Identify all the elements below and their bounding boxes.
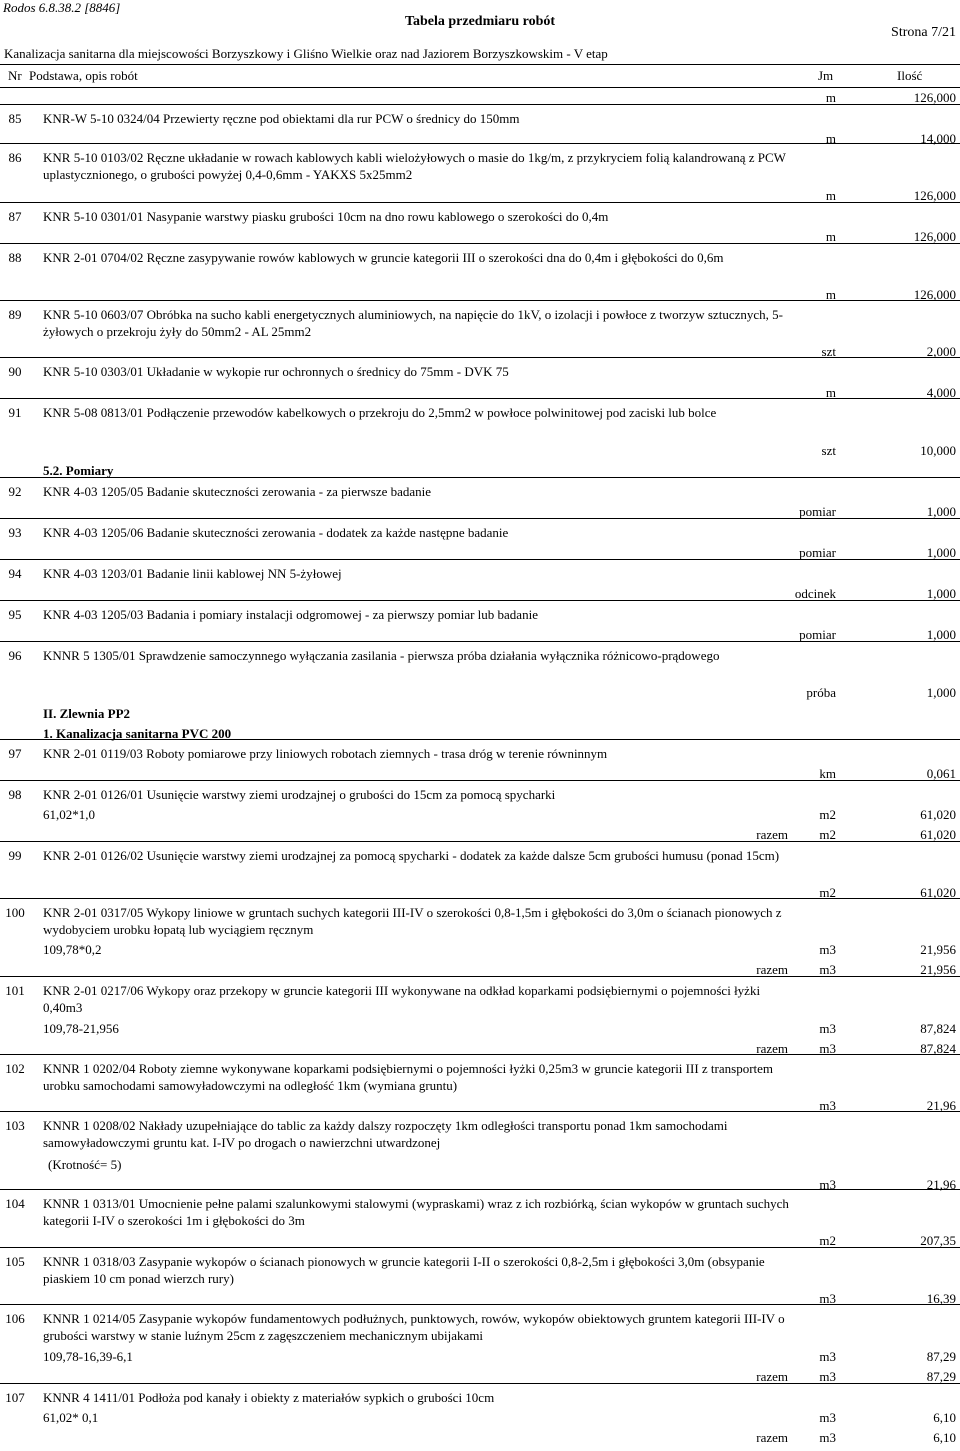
row-divider bbox=[0, 202, 960, 203]
item-quantity: 0,061 bbox=[926, 766, 956, 781]
item-quantity: 126,000 bbox=[913, 287, 956, 302]
item-quantity: 10,000 bbox=[920, 443, 956, 458]
item-number: 94 bbox=[8, 566, 22, 581]
section-title: II. Zlewnia PP2 bbox=[43, 706, 131, 721]
carry-jm: m bbox=[825, 90, 836, 105]
item-unit: m3 bbox=[819, 1098, 836, 1113]
row-divider bbox=[0, 600, 960, 601]
item-unit: m3 bbox=[819, 942, 836, 957]
row-divider bbox=[0, 477, 960, 478]
row-divider bbox=[0, 243, 960, 244]
item-unit: odcinek bbox=[794, 586, 836, 601]
row-divider bbox=[0, 559, 960, 560]
item-description: KNNR 4 1411/01 Podłoża pod kanały i obiekty z materiałów sypkich o grubości 10cm bbox=[43, 1390, 495, 1405]
item-number: 90 bbox=[8, 364, 22, 379]
item-description: KNR 2-01 0126/02 Usunięcie warstwy ziemi urodzajnej za pomocą spycharki - dodatek za każde dalsze 5cm grubości humusu (ponad 15cm) bbox=[43, 848, 780, 863]
item-note: (Krotność= 5) bbox=[48, 1157, 122, 1172]
section-title: 1. Kanalizacja sanitarna PVC 200 bbox=[43, 726, 232, 741]
column-nr: Nr bbox=[8, 68, 22, 83]
item-number: 98 bbox=[8, 787, 22, 802]
row-divider bbox=[0, 1383, 960, 1384]
item-number: 91 bbox=[8, 405, 22, 420]
item-quantity: 126,000 bbox=[913, 229, 956, 244]
row-divider bbox=[0, 1054, 960, 1055]
item-number: 97 bbox=[8, 746, 22, 761]
item-quantity: 16,39 bbox=[926, 1291, 956, 1306]
row-divider bbox=[0, 1189, 960, 1190]
item-unit: m3 bbox=[819, 1349, 836, 1364]
item-unit: pomiar bbox=[799, 545, 836, 560]
item-description: KNNR 1 0208/02 Nakłady uzupełniające do tablic za każdy dalszy rozpoczęty 1km odległości transportu ponad 1km samochodami samowyładowczymi gruntu kat. I-IV po drogach o nawierzchni utwardzonej bbox=[43, 1118, 728, 1150]
item-number: 96 bbox=[8, 648, 22, 663]
item-calculation: 109,78-21,956 bbox=[43, 1021, 119, 1036]
item-number: 100 bbox=[5, 905, 25, 920]
row-divider bbox=[0, 739, 960, 740]
item-number: 88 bbox=[8, 250, 22, 265]
page-title: Tabela przedmiaru robót bbox=[404, 14, 556, 29]
item-quantity: 61,020 bbox=[920, 885, 956, 900]
item-unit: pomiar bbox=[799, 504, 836, 519]
item-unit: m3 bbox=[819, 1021, 836, 1036]
column-qty: Ilość bbox=[897, 68, 923, 83]
item-unit: szt bbox=[821, 344, 836, 359]
item-unit: m bbox=[825, 131, 836, 146]
item-number: 95 bbox=[8, 607, 22, 622]
row-divider bbox=[0, 357, 960, 358]
item-number: 103 bbox=[5, 1118, 25, 1133]
item-unit: m2 bbox=[819, 807, 836, 822]
item-number: 89 bbox=[8, 307, 22, 322]
row-divider bbox=[0, 641, 960, 642]
item-number: 86 bbox=[8, 150, 22, 165]
razem-unit: m3 bbox=[819, 1430, 836, 1445]
item-calculation: 109,78*0,2 bbox=[43, 942, 102, 957]
item-description: KNR 2-01 0317/05 Wykopy liniowe w gruntach suchych kategorii III-IV o szerokości 0,8-1,5m i głębokości do 3,0m o ścianach pionowych z wydobyciem urobku łopatą lub wyciągiem ręcznym bbox=[43, 905, 782, 937]
row-divider bbox=[0, 518, 960, 519]
item-description: KNR 5-08 0813/01 Podłączenie przewodów kabelkowych o przekroju do 2,5mm2 w powłoce polwinitowej pod zaciski lub bolce bbox=[43, 405, 717, 420]
column-desc: Podstawa, opis robót bbox=[29, 68, 138, 83]
razem-label: razem bbox=[756, 1430, 788, 1445]
item-description: KNR 2-01 0126/01 Usunięcie warstwy ziemi urodzajnej o grubości do 15cm za pomocą spycharki bbox=[43, 787, 556, 802]
item-unit: km bbox=[819, 766, 836, 781]
item-unit: szt bbox=[821, 443, 836, 458]
razem-label: razem bbox=[756, 962, 788, 977]
item-quantity: 87,29 bbox=[926, 1349, 956, 1364]
item-calculation: 109,78-16,39-6,1 bbox=[43, 1349, 133, 1364]
row-divider bbox=[0, 841, 960, 842]
item-quantity: 14,000 bbox=[920, 131, 956, 146]
razem-unit: m3 bbox=[819, 1041, 836, 1056]
item-quantity: 2,000 bbox=[926, 344, 956, 359]
item-number: 85 bbox=[8, 111, 22, 126]
item-quantity: 4,000 bbox=[926, 385, 956, 400]
item-unit: próba bbox=[806, 685, 836, 700]
item-description: KNR 2-01 0119/03 Roboty pomiarowe przy liniowych robotach ziemnych - trasa dróg w terenie równinnym bbox=[43, 746, 608, 761]
app-version-label: Rodos 6.8.38.2 [8846] bbox=[3, 0, 121, 15]
carry-qty: 126,000 bbox=[913, 90, 956, 105]
project-name: Kanalizacja sanitarna dla miejscowości Borzyszkowy i Gliśno Wielkie oraz nad Jaziorem Borzyszkowskim - V etap bbox=[4, 46, 608, 61]
row-divider bbox=[0, 1304, 960, 1305]
item-unit: m3 bbox=[819, 1177, 836, 1192]
item-quantity: 21,96 bbox=[926, 1098, 956, 1113]
item-unit: m2 bbox=[819, 885, 836, 900]
item-quantity: 6,10 bbox=[933, 1410, 956, 1425]
row-divider bbox=[0, 1247, 960, 1248]
item-description: KNR 4-03 1205/06 Badanie skuteczności zerowania - dodatek za każde następne badanie bbox=[43, 525, 509, 540]
row-divider bbox=[0, 976, 960, 977]
item-description: KNR 4-03 1203/01 Badanie linii kablowej NN 5-żyłowej bbox=[43, 566, 342, 581]
item-description: KNR 2-01 0704/02 Ręczne zasypywanie rowów kablowych w gruncie kategorii III o szerokości dna do 0,4m i głębokości do 0,6m bbox=[43, 250, 724, 265]
item-calculation: 61,02* 0,1 bbox=[43, 1410, 99, 1425]
razem-label: razem bbox=[756, 827, 788, 842]
item-description: KNR-W 5-10 0324/04 Przewierty ręczne pod obiektami dla rur PCW o średnicy do 150mm bbox=[43, 111, 520, 126]
item-description: KNR 4-03 1205/03 Badania i pomiary instalacji odgromowej - za pierwszy pomiar lub badanie bbox=[43, 607, 538, 622]
item-description: KNNR 1 0202/04 Roboty ziemne wykonywane koparkami podsiębiernymi o pojemności łyżki 0,25m3 w gruncie kategorii III z transportem urobku samochodami samowyładowczymi na odległość 1km (wymiana gruntu) bbox=[43, 1061, 774, 1093]
column-jm: Jm bbox=[818, 68, 834, 83]
item-number: 101 bbox=[5, 983, 25, 998]
item-calculation: 61,02*1,0 bbox=[43, 807, 95, 822]
item-quantity: 207,35 bbox=[920, 1233, 956, 1248]
item-unit: m2 bbox=[819, 1233, 836, 1248]
item-description: KNR 5-10 0301/01 Nasypanie warstwy piasku grubości 10cm na dno rowu kablowego o szerokości do 0,4m bbox=[43, 209, 609, 224]
item-quantity: 1,000 bbox=[926, 627, 956, 642]
item-quantity: 21,96 bbox=[926, 1177, 956, 1192]
item-quantity: 1,000 bbox=[926, 504, 956, 519]
item-description: KNNR 1 0313/01 Umocnienie pełne palami szalunkowymi stalowymi (wypraskami) wraz z ich rozbiórką, ścian wykopów w gruntach suchych kategorii I-IV o szerokości 1m i głębokości do 3m bbox=[43, 1196, 789, 1228]
razem-quantity: 6,10 bbox=[933, 1430, 956, 1445]
razem-label: razem bbox=[756, 1369, 788, 1384]
item-description: KNNR 1 0318/03 Zasypanie wykopów o ścianach pionowych w gruncie kategorii I-II o szerokości 0,8-2,5m i głębokości 3,0m (obsypanie piaskiem 10 cm ponad wierzch rury) bbox=[43, 1254, 765, 1286]
row-divider bbox=[0, 1111, 960, 1112]
item-number: 87 bbox=[8, 209, 22, 224]
razem-quantity: 87,29 bbox=[926, 1369, 956, 1384]
row-divider bbox=[0, 300, 960, 301]
razem-unit: m2 bbox=[819, 827, 836, 842]
item-description: KNR 5-10 0603/07 Obróbka na sucho kabli energetycznych aluminiowych, na napięcie do 1kV, o izolacji i powłoce z tworzyw sztucznych, 5-żyłowych o przekroju żyły do 50mm2 - AL 25mm2 bbox=[43, 307, 783, 339]
row-divider bbox=[0, 143, 960, 144]
item-description: KNR 4-03 1205/05 Badanie skuteczności zerowania - za pierwsze badanie bbox=[43, 484, 432, 499]
razem-quantity: 61,020 bbox=[920, 827, 956, 842]
item-description: KNR 5-10 0303/01 Układanie w wykopie rur ochronnych o średnicy do 75mm - DVK 75 bbox=[43, 364, 509, 379]
item-quantity: 1,000 bbox=[926, 685, 956, 700]
item-description: KNR 2-01 0217/06 Wykopy oraz przekopy w gruncie kategorii III wykonywane na odkład koparkami podsiębiernymi o pojemności łyżki 0,40m3 bbox=[43, 983, 761, 1015]
item-number: 102 bbox=[5, 1061, 25, 1076]
row-divider bbox=[0, 780, 960, 781]
item-number: 92 bbox=[8, 484, 22, 499]
section-title: 5.2. Pomiary bbox=[43, 463, 114, 478]
item-number: 104 bbox=[5, 1196, 25, 1211]
row-divider bbox=[0, 104, 960, 105]
item-description: KNNR 5 1305/01 Sprawdzenie samoczynnego wyłączania zasilania - pierwsza próba działania wyłącznika różnicowo-prądowego bbox=[43, 648, 720, 663]
item-number: 107 bbox=[5, 1390, 25, 1405]
item-unit: m bbox=[825, 188, 836, 203]
razem-label: razem bbox=[756, 1041, 788, 1056]
item-number: 93 bbox=[8, 525, 22, 540]
column-header-row bbox=[0, 64, 960, 88]
item-unit: m3 bbox=[819, 1410, 836, 1425]
razem-quantity: 21,956 bbox=[920, 962, 956, 977]
item-number: 99 bbox=[8, 848, 22, 863]
item-unit: m bbox=[825, 287, 836, 302]
item-quantity: 1,000 bbox=[926, 545, 956, 560]
item-description: KNR 5-10 0103/02 Ręczne układanie w rowach kablowych kabli wielożyłowych o masie do 1kg/m, z przykryciem folią kalandrowaną z PCW uplastycznionego, o grubości powyżej 0,4-0,6mm - YAKXS 5x25mm2 bbox=[43, 150, 786, 182]
item-unit: m bbox=[825, 229, 836, 244]
razem-unit: m3 bbox=[819, 962, 836, 977]
row-divider bbox=[0, 898, 960, 899]
razem-quantity: 87,824 bbox=[920, 1041, 956, 1056]
item-quantity: 61,020 bbox=[920, 807, 956, 822]
item-number: 106 bbox=[5, 1311, 25, 1326]
item-number: 105 bbox=[5, 1254, 25, 1269]
item-description: KNNR 1 0214/05 Zasypanie wykopów fundamentowych podłużnych, punktowych, rowów, wykopów obiektowych gruntem kategorii III-IV o grubości warstwy w stanie luźnym 25cm z zagęszczeniem mechanicznym ubijakami bbox=[43, 1311, 785, 1343]
item-unit: m bbox=[825, 385, 836, 400]
item-unit: pomiar bbox=[799, 627, 836, 642]
item-quantity: 126,000 bbox=[913, 188, 956, 203]
razem-unit: m3 bbox=[819, 1369, 836, 1384]
page-number: Strona 7/21 bbox=[891, 25, 956, 40]
item-quantity: 1,000 bbox=[926, 586, 956, 601]
row-divider bbox=[0, 398, 960, 399]
item-quantity: 21,956 bbox=[920, 942, 956, 957]
item-unit: m3 bbox=[819, 1291, 836, 1306]
item-quantity: 87,824 bbox=[920, 1021, 956, 1036]
